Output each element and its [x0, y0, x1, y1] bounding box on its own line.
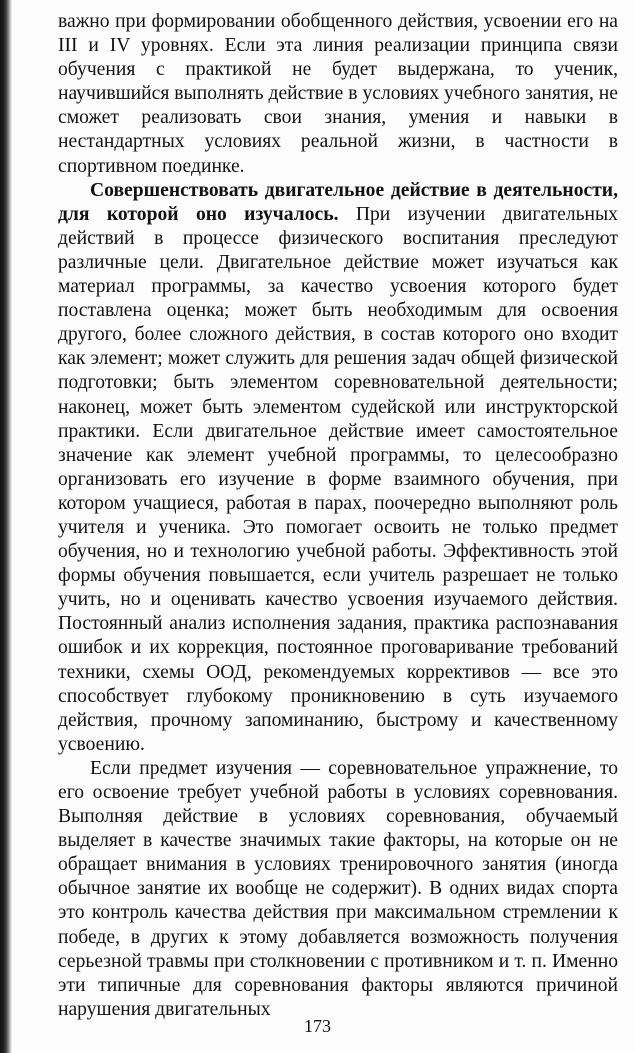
- paragraph-2-text: При изучении двигательных действий в процессе физического воспитания преследуют различные цели. Двигательное действие может изучаться как материал программы, за качество усвоения которого будет поставлена оценка; может быть необходимым для освоения другого, более сложного действия, в состав которого оно входит как элемент; может служить для решения задач общей физической подготовки; быть элементом соревновательной деятельности; наконец, может быть элементом судейской или инструкторской практики. Если двигательное действие имеет самостоятельное значение как элемент учебной программы, то целесообразно организовать его изучение в форме взаимного обучения, при котором учащиеся, работая в парах, поочередно выполняют роль учителя и ученика. Это помогает освоить не только предмет обучения, но и технологию учебной работы. Эффективность этой формы обучения повышается, если учитель разрешает не только учить, но и оценивать качество усвоения изучаемого действия. Постоянный анализ исполнения задания, практика распознавания ошибок и их коррекция, постоянное проговаривание требований техники, схемы ООД, рекомендуемых коррективов — все это способствует глубокому проникновению в суть изучаемого действия, прочному запоминанию, быстрому и качественному усвоению.: [58, 203, 618, 755]
- paragraph-1-text: важно при формировании обобщенного действия, усвоении его на III и IV уровнях. Если эта линия реализации принципа связи обучения с практикой не будет выдержана, то ученик, научившийся выполнять действие в условиях учебного занятия, не сможет реализовать свои знания, умения и навыки в нестандартных условиях реальной жизни, в частности в спортивном поединке.: [58, 11, 618, 177]
- page-number: 173: [304, 1016, 331, 1036]
- paragraph-3: [58, 757, 618, 1022]
- body-text: [58, 10, 618, 1022]
- binding-edge: [0, 0, 12, 1053]
- paragraph-3-text: Если предмет изучения — соревновательное упражнение, то его освоение требует учебной работы в условиях соревнования. Выполняя действие в условиях соревнования, обучаемый выделяет в качестве значимых такие факторы, на которые он не обращает внимания в условиях тренировочного занятия (иногда обычное занятие их вообще не содержит). В одних видах спорта это контроль качества действия при максимальном стремлении к победе, в других к этому добавляется возможность получения серьезной травмы при столкновении с противником и т. п. Именно эти типичные для соревнования факторы являются причиной нарушения двигательных: [58, 757, 618, 1020]
- paragraph-1: [58, 10, 618, 179]
- section-heading: Совершенствовать двигательное действие в деятельности, для которой оно изучалось.: [58, 179, 618, 225]
- paragraph-2: [58, 179, 618, 757]
